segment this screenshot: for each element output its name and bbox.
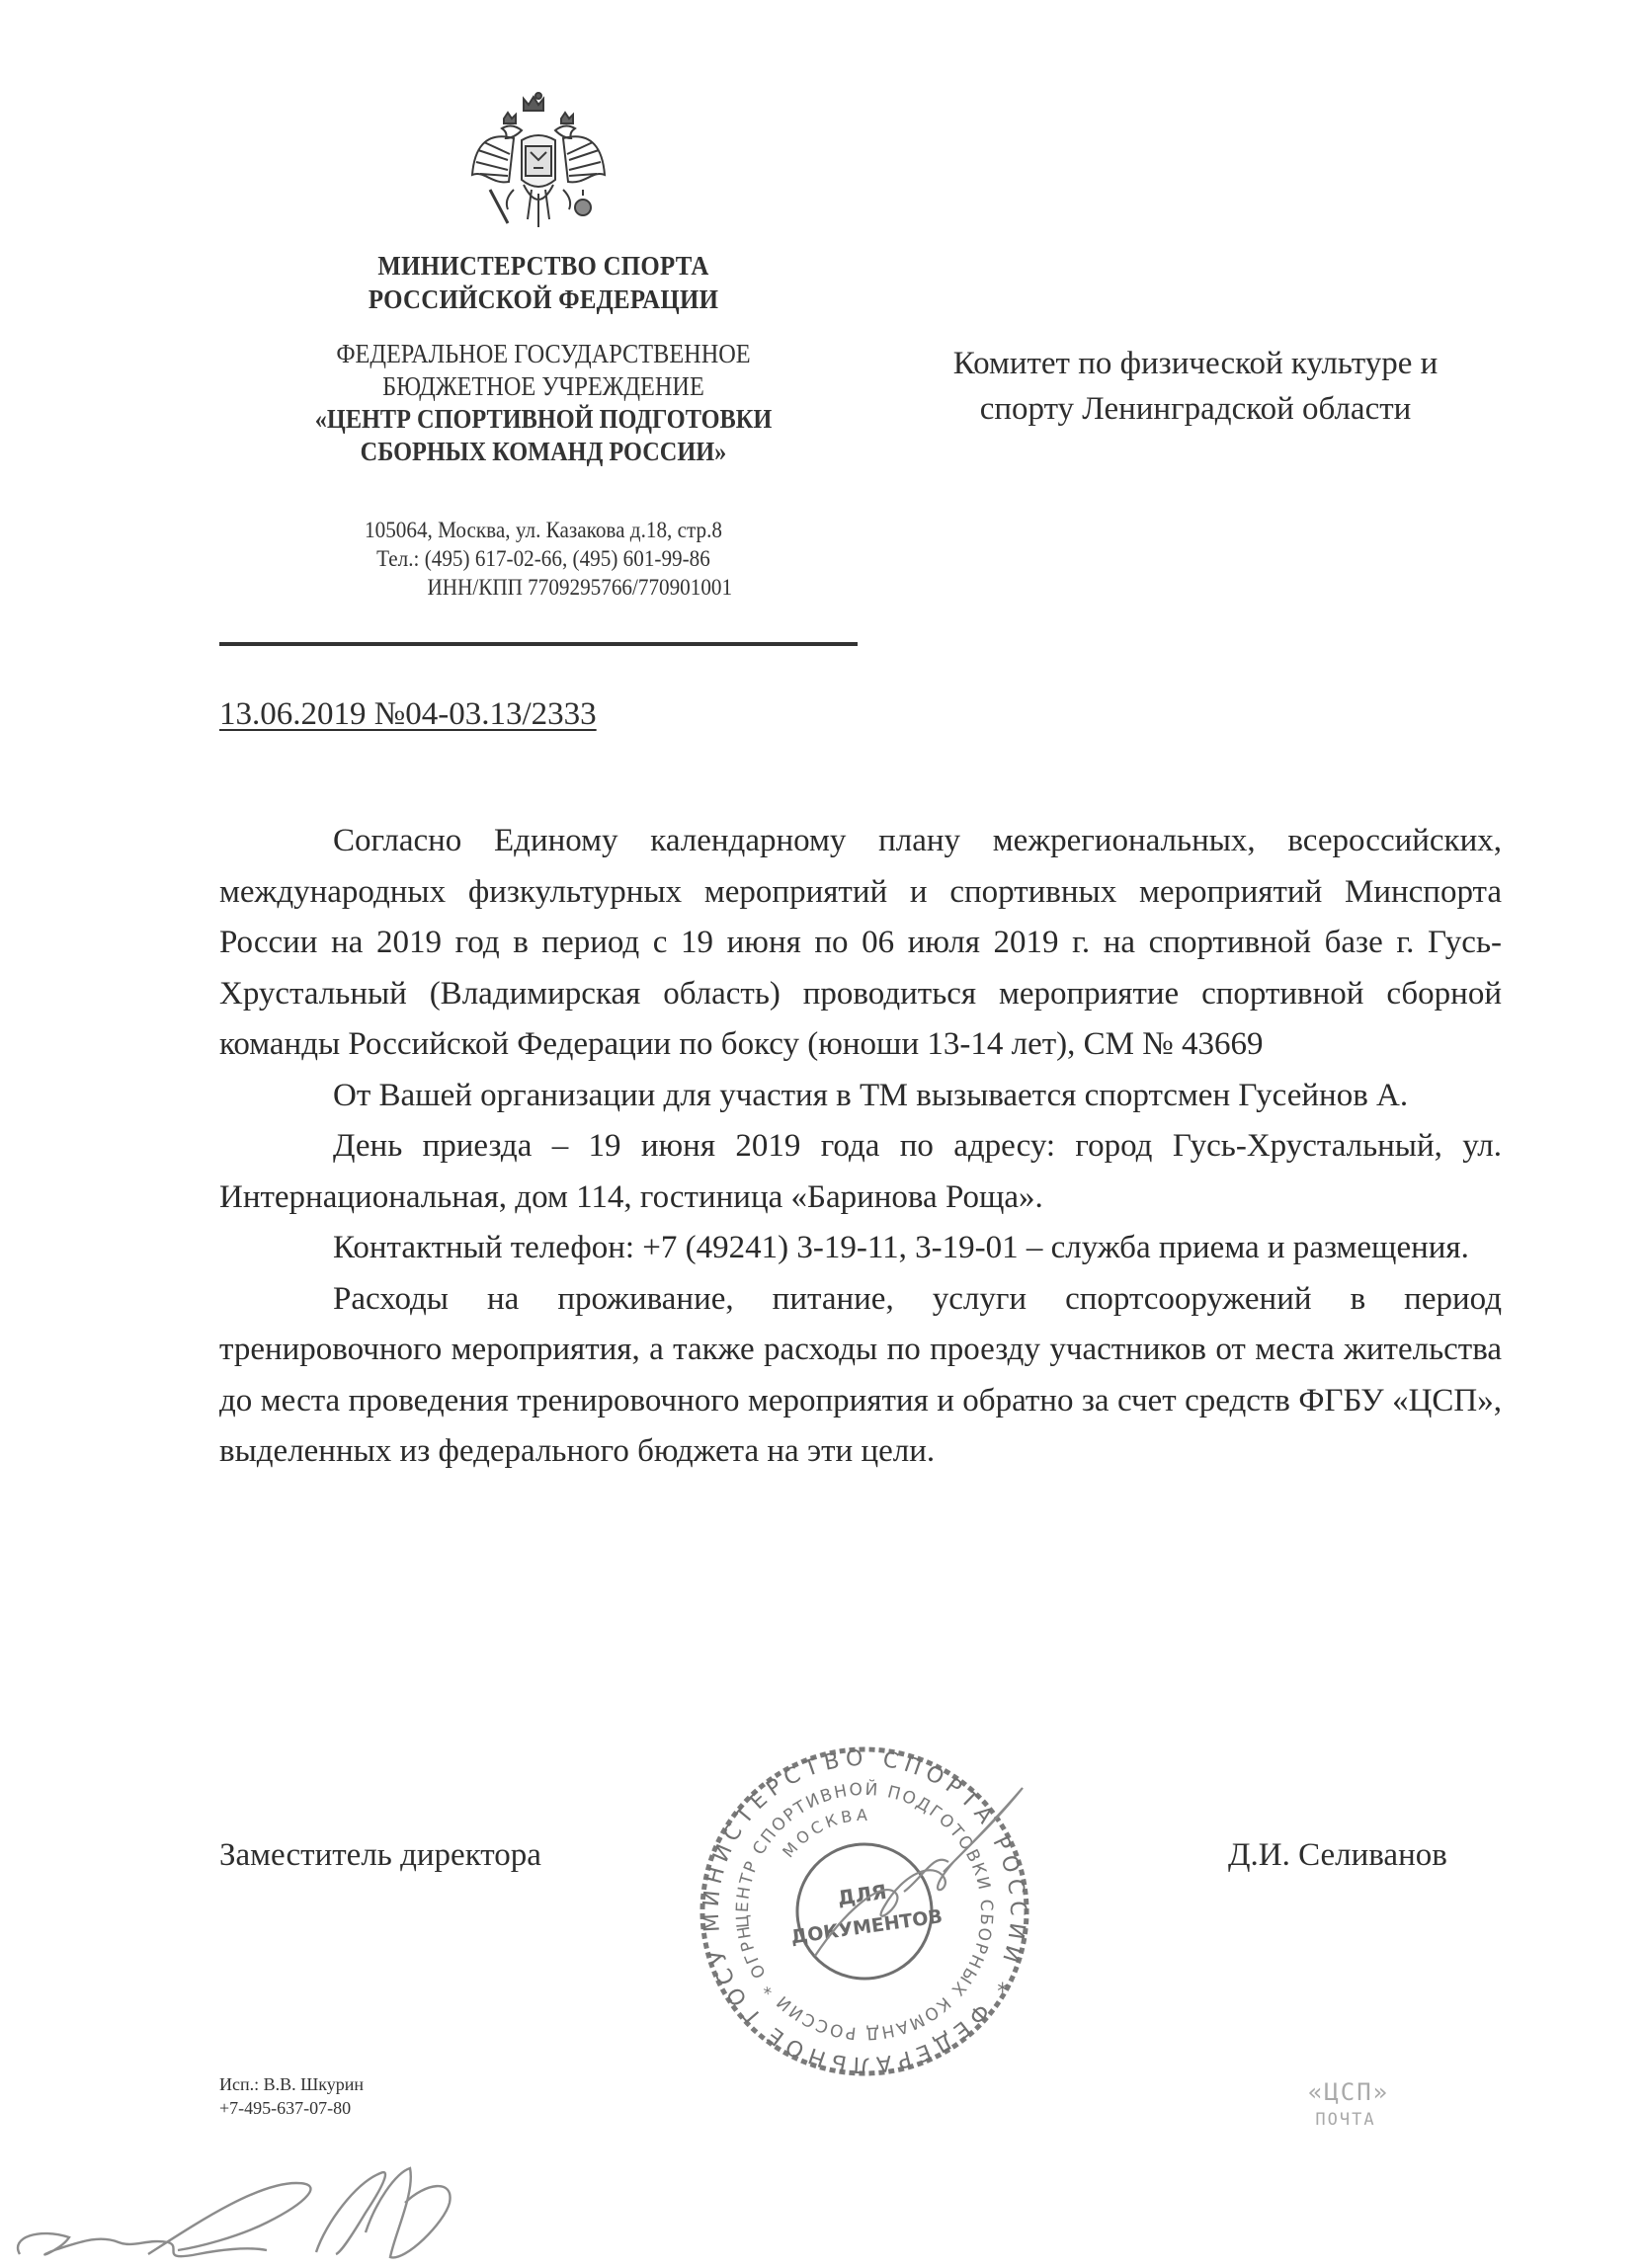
- mail-stamp-line-2: ПОЧТА: [1315, 2110, 1376, 2130]
- stamp-city: МОСКВА: [779, 1805, 871, 1862]
- executor-name: Исп.: В.В. Шкурин: [219, 2074, 365, 2094]
- addressee-line-1: Комитет по физической культуре и: [952, 346, 1438, 381]
- org-name-line-2: СБОРНЫХ КОМАНД РОССИИ»: [360, 437, 727, 466]
- stamp-center-line-1: ДЛЯ: [836, 1879, 888, 1910]
- org-name-line-1: «ЦЕНТР СПОРТИВНОЙ ПОДГОТОВКИ: [314, 404, 773, 434]
- official-seal-stamp: [697, 1743, 1032, 2079]
- executor-phone: +7-495-637-07-80: [219, 2098, 352, 2118]
- body-paragraph: День приезда – 19 июня 2019 года по адресу: город Гусь-Хрустальный, ул. Интернациональная, дом 114, гостиница «Баринова Роща».: [219, 1128, 1502, 1215]
- addressee-line-2: спорту Ленинградской области: [979, 391, 1412, 427]
- org-address: 105064, Москва, ул. Казакова д.18, стр.8: [365, 518, 722, 542]
- body-paragraph: Расходы на проживание, питание, услуги спортсооружений в период тренировочного мероприятия, а также расходы по проезду участников от места жительства до места проведения тренировочного мероприятия и обратно за счет средств ФГБУ «ЦСП», выделенных из федерального бюджета на эти цели.: [219, 1280, 1502, 1469]
- body-paragraph: Контактный телефон: +7 (49241) 3-19-11, 3-19-01 – служба приема и размещения.: [333, 1230, 1469, 1265]
- document-reference: 13.06.2019 №04-03.13/2333: [219, 696, 597, 732]
- org-type-line-2: БЮДЖЕТНОЕ УЧРЕЖДЕНИЕ: [382, 371, 704, 401]
- letter-body: [219, 816, 1502, 1478]
- organization-contacts: [271, 516, 816, 602]
- addressee: [869, 341, 1521, 432]
- org-inn-kpp: ИНН/КПП 7709295766/770901001: [427, 575, 733, 600]
- org-phones: Тел.: (495) 617-02-66, (495) 601-99-86: [376, 546, 710, 571]
- body-paragraph: От Вашей организации для участия в ТМ вызывается спортсмен Гусейнов А.: [333, 1077, 1409, 1113]
- body-paragraph: Согласно Единому календарному плану межрегиональных, всероссийских, международных физкультурных мероприятий и спортивных мероприятий Минспорта России на 2019 год в период с 19 июня по 06 июля 2019 г. на спортивной базе г. Гусь-Хрустальный (Владимирская область) проводиться мероприятие спортивной сборной команды Российской Федерации по боксу (юноши 13-14 лет), СМ № 43669: [219, 823, 1502, 1062]
- organization-block: [259, 338, 828, 468]
- mail-registration-stamp: [1235, 2078, 1423, 2130]
- stamp-mid-text: ЦЕНТР СПОРТИВНОЙ ПОДГОТОВКИ СБОРНЫХ КОМАНД РОССИИ * ОГРН: [732, 1779, 997, 2044]
- handwritten-initials-icon: [0, 2144, 514, 2268]
- ministry-title: [316, 249, 771, 316]
- ministry-line-1: МИНИСТЕРСТВО СПОРТА: [377, 251, 709, 281]
- stamp-outer-text: МИНИСТЕРСТВО СПОРТА РОССИИ * ФЕДЕРАЛЬНОЕ ГОСУДАРСТВЕННОЕ: [699, 1745, 1030, 2077]
- executor-info: [219, 2072, 364, 2120]
- stamp-center-line-2: ДОКУМЕНТОВ: [789, 1905, 945, 1949]
- ministry-line-2: РОССИЙСКОЙ ФЕДЕРАЦИИ: [368, 284, 719, 314]
- org-type-line-1: ФЕДЕРАЛЬНОЕ ГОСУДАРСТВЕННОЕ: [336, 339, 751, 368]
- letterhead-divider: [219, 642, 858, 646]
- mail-stamp-line-1: «ЦСП»: [1307, 2078, 1390, 2106]
- signatory-role: Заместитель директора: [219, 1837, 541, 1873]
- russian-coat-of-arms-icon: [464, 91, 613, 244]
- signatory-name: Д.И. Селиванов: [1228, 1837, 1447, 1873]
